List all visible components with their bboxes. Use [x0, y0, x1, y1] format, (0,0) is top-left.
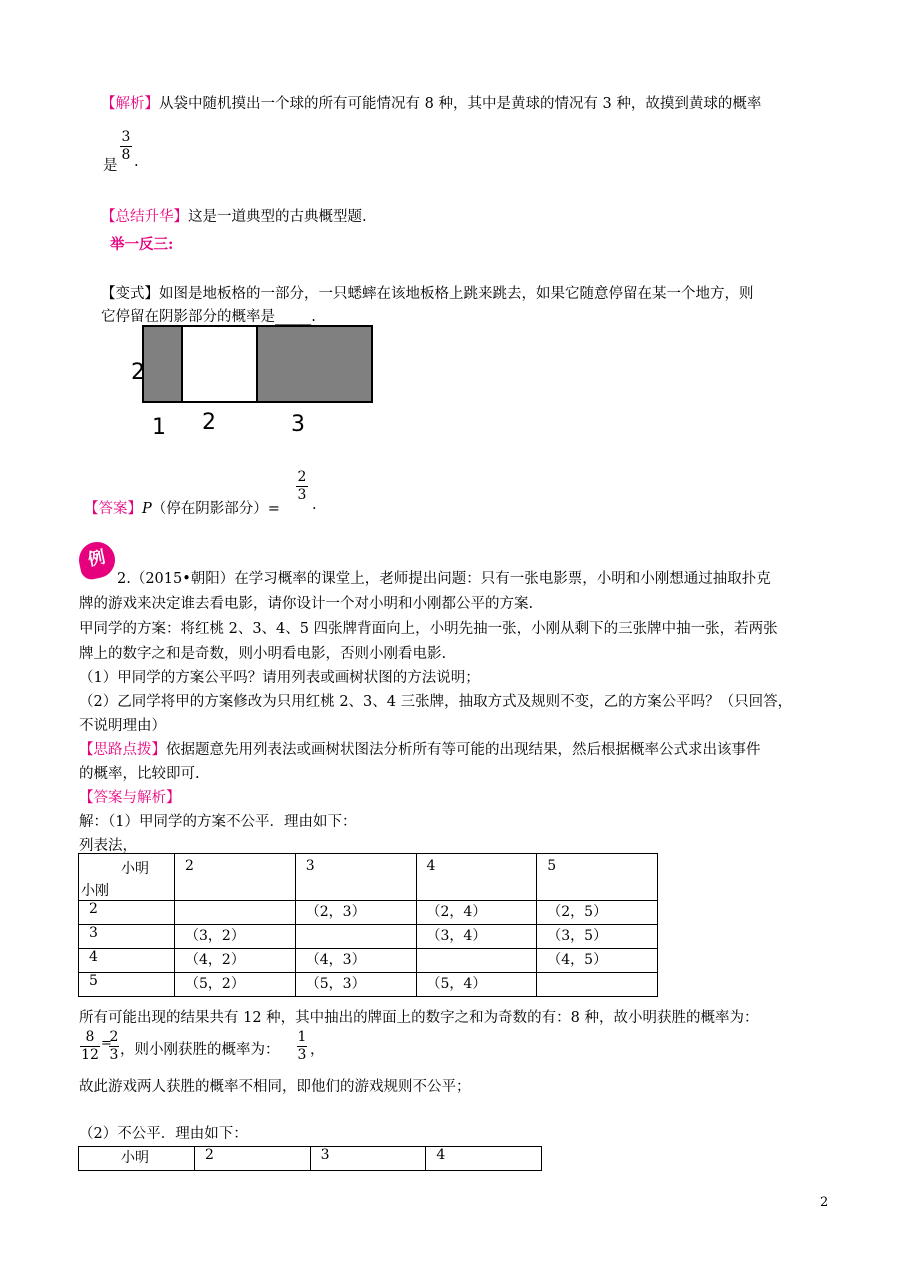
fraction-numerator: 2: [297, 469, 307, 485]
answer-text: （停在阴影部分）=: [151, 501, 280, 517]
fraction-numerator: 8: [85, 1029, 95, 1045]
table-header-row: [79, 1147, 542, 1171]
floor-tile-figure: [142, 325, 373, 403]
equals-sign: =: [101, 1036, 112, 1051]
practice-heading: 举一反三:: [110, 236, 174, 253]
table-row: [79, 949, 658, 973]
figure-label-2: 2: [202, 410, 216, 435]
answer-p: P: [142, 501, 152, 517]
figure-label-3: 3: [291, 412, 305, 437]
summary-text: 这是一道典型的古典概型题.: [188, 209, 367, 225]
table-cell: （2，5）: [537, 901, 658, 925]
solution-step4: ，则小刚获胜的概率为：: [120, 1042, 280, 1058]
hint-line2: 的概率，比较即可.: [79, 766, 200, 782]
table-cell: （5，2）: [175, 973, 296, 997]
table-row-header: 2: [79, 901, 175, 925]
table-cell: [416, 949, 537, 973]
table-cell: （4，2）: [175, 949, 296, 973]
table-cell: （4，5）: [537, 949, 658, 973]
table-cell: （3，5）: [537, 925, 658, 949]
table-corner-cell: [79, 854, 175, 901]
fraction-denominator: 12: [81, 1047, 99, 1063]
table-col-header: 3: [295, 854, 416, 901]
hint-text: 依据题意先用列表法或画树状图法分析所有等可能的出现结果，然后根据概率公式求出该事件: [166, 742, 761, 758]
example-line1: 2.（2015•朝阳）在学习概率的课堂上，老师提出问题：只有一张电影票，小明和小刚想通过抽取扑克: [117, 571, 771, 587]
variant-question: 它停留在阴影部分的概率是: [101, 309, 275, 325]
table-col-header: 5: [537, 854, 658, 901]
table-cell: （5，4）: [416, 973, 537, 997]
figure-label-1: 1: [152, 415, 166, 440]
summary-tag: 【总结升华】: [101, 209, 188, 225]
table-cell: （2，3）: [295, 901, 416, 925]
table-row: [79, 973, 658, 997]
fraction-denominator: 3: [297, 1047, 307, 1063]
variant-line1: [101, 282, 754, 303]
outcome-table-2: [78, 1146, 542, 1171]
fraction-denominator: 8: [121, 147, 131, 163]
fraction-denominator: 3: [109, 1047, 119, 1063]
answer-line: [84, 497, 280, 518]
table-row: [79, 925, 658, 949]
analysis-text: 从袋中随机摸出一个球的所有可能情况有 8 种，其中是黄球的情况有 3 种，故摸到黄球的概率: [159, 96, 762, 112]
table-row: [79, 901, 658, 925]
corner-top-label: 小明: [121, 861, 149, 877]
blank-tile-2: [183, 327, 258, 401]
shaded-tile-3: [258, 327, 371, 401]
page-number: 2: [820, 1195, 829, 1210]
variant-text: 如图是地板格的一部分，一只蟋蟀在该地板格上跳来跳去，如果它随意停留在某一个地方，则: [159, 286, 754, 302]
variant-tag: 【变式】: [101, 286, 159, 302]
table-col-header: 4: [426, 1147, 542, 1171]
table-col-header: 2: [195, 1147, 311, 1171]
example-q1: （1）甲同学的方案公平吗？请用列表或画树状图的方法说明；: [79, 670, 480, 686]
figure-label-side: 2: [131, 360, 145, 385]
table-col-header: 2: [175, 854, 296, 901]
table-col-header: 4: [416, 854, 537, 901]
example-line3: 甲同学的方案：将红桃 2、3、4、5 四张牌背面向上，小明先抽一张，小刚从剩下的三张牌中抽一张，若两张: [79, 621, 778, 637]
fraction-denominator: 3: [297, 487, 307, 503]
fraction-numerator: 1: [297, 1029, 307, 1045]
variant-line2-end: .: [311, 309, 316, 325]
outcome-table: [78, 853, 658, 997]
table-corner-cell: [79, 1147, 195, 1171]
fraction-2-3: [109, 1030, 119, 1063]
fraction-numerator: 3: [121, 129, 131, 145]
table-cell: （5，3）: [295, 973, 416, 997]
answer-blank: _____: [275, 309, 312, 325]
table-col-header: 3: [310, 1147, 426, 1171]
example-line2: 牌的游戏来决定谁去看电影，请你设计一个对小明和小刚都公平的方案.: [79, 596, 534, 612]
solution-step1: 解：（1）甲同学的方案不公平．理由如下：: [79, 814, 357, 830]
table-cell: （3，4）: [416, 925, 537, 949]
solution-step5: 故此游戏两人获胜的概率不相同，即他们的游戏规则不公平；: [79, 1079, 471, 1095]
analysis-result-prefix: 是: [103, 158, 118, 174]
table-cell: （2，4）: [416, 901, 537, 925]
example-badge-icon: 例: [76, 539, 119, 582]
hint-tag: 【思路点拨】: [79, 742, 166, 758]
table-cell: （3，2）: [175, 925, 296, 949]
table-row-header: 4: [79, 949, 175, 973]
analysis-paragraph: [101, 92, 761, 113]
shaded-tile-1: [144, 327, 183, 401]
solution-step4-end: ，: [310, 1042, 325, 1058]
solution-tag: 【答案与解析】: [79, 790, 181, 806]
variant-line2: [101, 305, 316, 326]
analysis-result-suffix: .: [134, 154, 139, 170]
table-row-header: 3: [79, 925, 175, 949]
summary-paragraph: [101, 205, 367, 226]
answer-tag: 【答案】: [84, 501, 142, 517]
solution-step3: 所有可能出现的结果共有 12 种，其中抽出的牌面上的数字之和为奇数的有：8 种，故小明获胜的概率为：: [79, 1010, 759, 1026]
table-cell: [175, 901, 296, 925]
corner-bottom-label: 小刚: [81, 883, 109, 899]
table-cell: [537, 973, 658, 997]
example-line4: 牌上的数字之和是奇数，则小明看电影，否则小刚看电影.: [79, 646, 447, 662]
analysis-fraction: [120, 130, 132, 163]
example-q2b: 不说明理由）: [79, 718, 166, 734]
table-header-row: [79, 854, 658, 901]
solution-step6: （2）不公平．理由如下：: [79, 1126, 248, 1142]
fraction-numerator: 2: [109, 1029, 119, 1045]
corner-top-label: 小明: [121, 1150, 149, 1166]
fraction-8-12: [80, 1030, 100, 1063]
table-cell: [295, 925, 416, 949]
analysis-tag: 【解析】: [101, 96, 159, 112]
answer-fraction: [296, 470, 308, 503]
example-q2a: （2）乙同学将甲的方案修改为只用红桃 2、3、4 三张牌，抽取方式及规则不变，乙的方案公平吗？（只回答，: [79, 694, 793, 710]
solution-step2: 列表法，: [79, 838, 137, 854]
table-cell: （4，3）: [295, 949, 416, 973]
fraction-1-3: [297, 1030, 307, 1063]
answer-end: .: [312, 497, 317, 513]
table-row-header: 5: [79, 973, 175, 997]
hint-line1: [79, 738, 761, 759]
